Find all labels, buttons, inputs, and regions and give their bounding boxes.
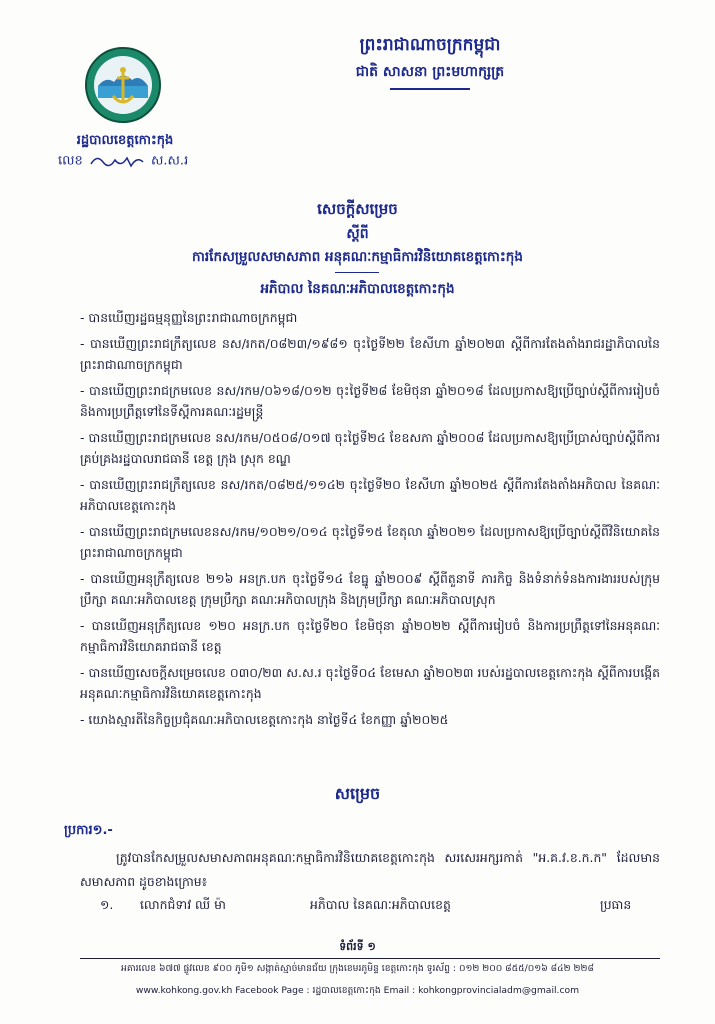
decision-heading: សម្រេច [334, 784, 381, 803]
recital-item: - បានឃើញអនុក្រឹត្យលេខ ១២០ អនក្រ.បក ចុះថ្ងៃទី២០ ខែមិថុនា ឆ្នាំ២០២២ ស្តីពីការរៀបចំ និងការប្រព្រឹត្តទៅនៃអនុគណៈកម្មាធិការវិនិយោគរាជធានី ខេត្ត [80, 618, 660, 654]
member-name: លោកជំទាវ ឈី ម៉ា [140, 897, 226, 912]
recital-item: - បានឃើញសេចក្តីសម្រេចលេខ ០៣០/២៣ ស.ស.រ ចុះថ្ងៃទី០៤ ខែមេសា ឆ្នាំ២០២៣ របស់រដ្ឋបាលខេត្តកោះកុង ស្តីពីការបង្កើតអនុគណៈកម្មាធិការវិនិយោគខេត្តកោះកុង [80, 665, 660, 701]
provincial-seal-logo [84, 46, 162, 124]
page-number: ទំព័រទី ១ [339, 940, 376, 953]
footer-divider [80, 958, 660, 959]
recital-item: - បានឃើញព្រះរាជក្រមលេខ នស/រកម/០៦១៨/០១២ ចុះថ្ងៃទី២៨ ខែមិថុនា ឆ្នាំ២០១៨ ដែលប្រកាសឱ្យប្រើច្បាប់ស្តីពីការរៀបចំ និងការប្រព្រឹត្តទៅនៃទីស្តីការគណៈរដ្ឋមន្ត្រី [80, 383, 660, 419]
footer-contact: www.kohkong.gov.kh Facebook Page : រដ្ឋបាលខេត្តកោះកុង Email : kohkongprovincialadm@gmail.com [135, 985, 580, 996]
recital-item: - បានឃើញរដ្ឋធម្មនុញ្ញនៃព្រះរាជាណាចក្រកម្ពុជា [80, 310, 298, 325]
reference-suffix: ស.ស.រ [151, 153, 189, 169]
recital-item: - បានឃើញព្រះរាជក្រឹត្យលេខ នស/រកត/០៨២៣/១៩៨១ ចុះថ្ងៃទី២២ ខែសីហា ឆ្នាំ២០២៣ ស្តីពីការតែងតាំងរាជរដ្ឋាភិបាលនៃព្រះរាជាណាចក្រកម្ពុជា [80, 336, 660, 372]
recital-item: - បានឃើញព្រះរាជក្រឹត្យលេខ នស/រកត/០៨២៥/១១៤២ ចុះថ្ងៃទី២០ ខែសីហា ឆ្នាំ២០២៥ ស្តីពីការតែងតាំងអភិបាល នៃគណៈអភិបាលខេត្តកោះកុង [80, 477, 660, 513]
recital-item: - បានឃើញព្រះរាជក្រមលេខនស/រកម/១០២១/០១៤ ចុះថ្ងៃទី១៥ ខែតុលា ឆ្នាំ២០២១ ដែលប្រកាសឱ្យប្រើច្បាប់ស្តីពីវិនិយោគនៃព្រះរាជាណាចក្រកម្ពុជា [80, 524, 660, 560]
recital-item: - បានឃើញអនុក្រឹត្យលេខ ២១៦ អនក្រ.បក ចុះថ្ងៃទី១៤ ខែធ្នូ ឆ្នាំ២០០៩ ស្តីពីតួនាទី ភារកិច្ច និងទំនាក់ទំនងការងាររបស់ក្រុមប្រឹក្សា គណៈអភិបាលខេត្ត ក្រុមប្រឹក្សា គណៈអភិបាលក្រុង និងក្រុមប្រឹក្សា គណៈអភិបាលស្រុក [80, 571, 660, 607]
issuing-authority: អភិបាល នៃគណៈអភិបាលខេត្តកោះកុង [260, 281, 455, 297]
national-motto: ជាតិ សាសនា ព្រះមហាក្សត្រ [355, 64, 505, 80]
handwritten-reference-number [87, 152, 147, 170]
motto-divider [390, 88, 470, 90]
recital-item: - បានឃើញព្រះរាជក្រមលេខ នស/រកម/០៥០៨/០១៧ ចុះថ្ងៃទី២៤ ខែឧសភា ឆ្នាំ២០០៨ ដែលប្រកាសឱ្យប្រើប្រាស់ច្បាប់ស្តីពីការគ្រប់គ្រងរដ្ឋបាលរាជធានី ខេត្ត ក្រុង ស្រុក ខណ្ឌ [80, 430, 660, 466]
article-label: ប្រការ១.- [64, 823, 113, 838]
document-type-title: សេចក្តីសម្រេច [317, 200, 398, 218]
member-row [100, 897, 660, 921]
member-number: ១. [100, 897, 114, 912]
footer-address: អគារលេខ ៦៧៧ ផ្លូវលេខ ៩០០ ភូមិ១ សង្កាត់ស្មាច់មានជ័យ ក្រុងខេមរភូមិន្ទ ខេត្តកោះកុង ទូរស័ព្ទ : ០១២ ២០០ ៨៥៥/០១៦ ៨៤២ ២២៨ [121, 963, 594, 974]
reference-number [58, 152, 238, 172]
recitals-list [80, 307, 660, 735]
member-role: ប្រធាន [600, 897, 632, 912]
document-subject: ការកែសម្រួលសមាសភាព អនុគណៈកម្មាធិការវិនិយោគខេត្តកោះកុង [192, 249, 523, 265]
document-about-label: ស្តីពី [346, 226, 369, 242]
member-position: អភិបាល នៃគណៈអភិបាលខេត្ត [310, 897, 451, 912]
subject-divider [335, 272, 379, 273]
kingdom-heading: ព្រះរាជាណាចក្រកម្ពុជា [359, 35, 501, 55]
article-body: ត្រូវបានកែសម្រួលសមាសភាពអនុគណៈកម្មាធិការវិនិយោគខេត្តកោះកុង សរសេរអក្សរកាត់ "អ.គ.វ.ខ.ក.ក" ដែលមានសមាសភាព ដូចខាងក្រោម៖ [80, 850, 660, 889]
reference-prefix: លេខ [58, 153, 83, 169]
recital-item: - យោងស្មារតីនៃកិច្ចប្រជុំគណៈអភិបាលខេត្តកោះកុង នាថ្ងៃទី៤ ខែកញ្ញា ឆ្នាំ២០២៥ [80, 712, 449, 727]
issuing-administration: រដ្ឋបាលខេត្តកោះកុង [76, 133, 174, 148]
